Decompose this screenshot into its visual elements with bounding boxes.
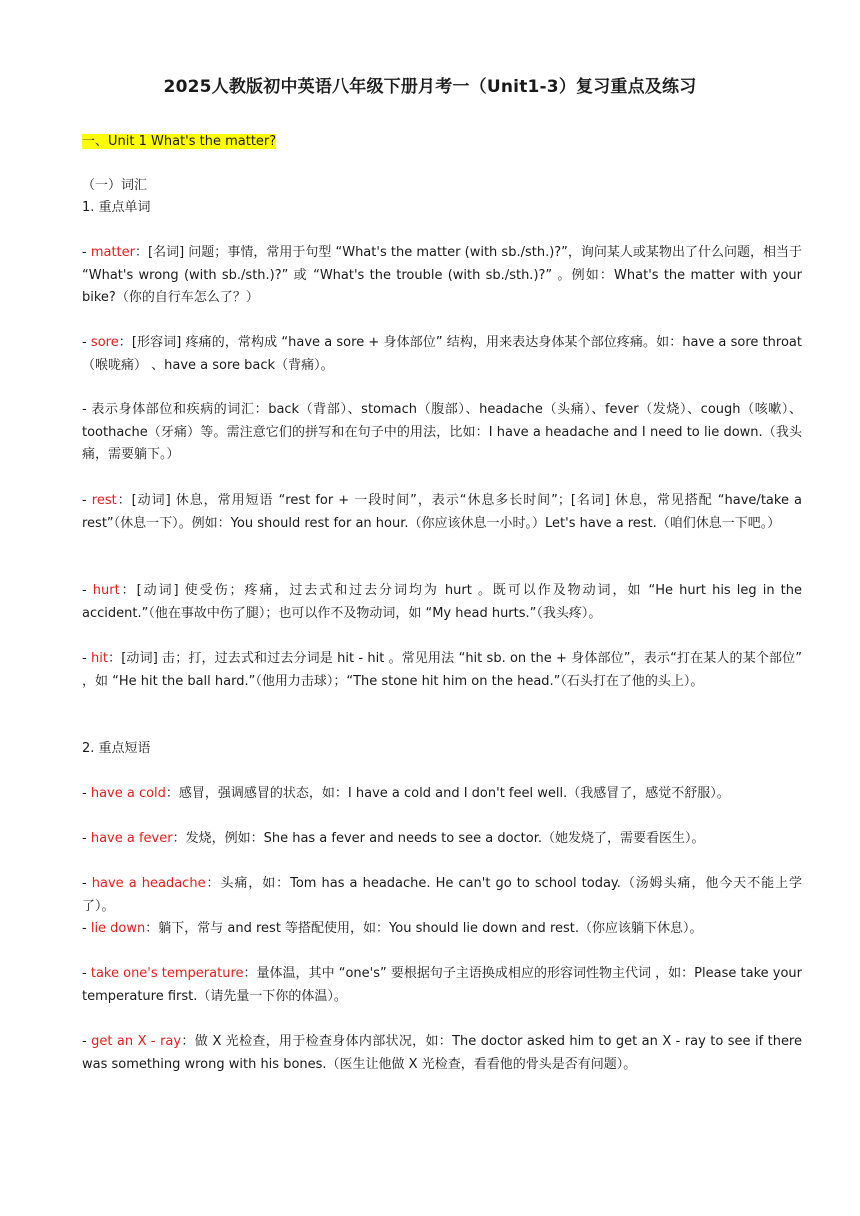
entry-text: ：[名词] 问题；事情，常用于句型 “What's the matter (with sb./sth.)?”，询问某人或某物出了什么问题，相当于 “What's wrong (with sb./sth.)?” 或 “What's the trouble (with sb./sth.)?” 。例如：What's the matter with your bike?（你的自行车怎么了？） [82, 245, 802, 305]
entry-prefix: - [82, 831, 91, 846]
entry-text: ：躺下，常与 and rest 等搭配使用，如：You should lie down and rest.（你应该躺下休息）。 [145, 921, 703, 936]
entry-text: ：[动词] 休息，常用短语 “rest for + 一段时间”，表示“休息多长时间”；[名词] 休息，常见搭配 “have/take a rest”（休息一下）。例如：You should rest for an hour.（你应该休息一小时。）Let's have a rest.（咱们休息一下吧。） [82, 493, 803, 531]
phrase-entry-get-x-ray [82, 1031, 802, 1076]
entry-prefix: - [82, 493, 92, 508]
entry-text: 表示身体部位和疾病的词汇：back（背部）、stomach（腹部）、headache（头痛）、fever（发烧）、cough（咳嗽）、toothache（牙痛）等。需注意它们的拼写和在句子中的用法，比如：I have a headache and I need to lie down.（我头痛，需要躺下。） [82, 402, 802, 462]
entry-text: ：[动词] 击；打，过去式和过去分词是 hit - hit 。常见用法 “hit sb. on the + 身体部位”，表示“打在某人的某个部位” ，如 “He hit the ball hard.”（他用力击球）；“The stone hit him on the head.”（石头打在了他的头上）。 [82, 651, 802, 689]
key-words-heading: 1. 重点单词 [82, 200, 151, 215]
entry-term: matter [90, 245, 135, 260]
word-entry-matter [82, 242, 802, 310]
entry-prefix: - [82, 651, 91, 666]
entry-text: ：[动词] 使受伤；疼痛，过去式和过去分词均为 hurt 。既可以作及物动词，如 “He hurt his leg in the accident.”（他在事故中伤了腿）；也可以作不及物动词，如 “My head hurts.”（我头疼）。 [82, 583, 802, 621]
entry-prefix: - [82, 876, 92, 891]
entry-prefix: - [82, 402, 92, 417]
entry-term: rest [91, 493, 117, 508]
section-heading [82, 131, 276, 153]
entry-text: ：量体温，其中 “one's” 要根据句子主语换成相应的形容词性物主代词 ，如：Please take your temperature first.（请先量一下你的体温）。 [82, 966, 803, 1004]
word-entry-hurt [82, 580, 802, 625]
phrase-entry-lie-down [82, 918, 802, 941]
entry-prefix: - [82, 921, 91, 936]
entry-term: have a cold [90, 786, 166, 801]
word-entry-rest [82, 490, 802, 535]
entry-text: ：感冒，强调感冒的状态，如：I have a cold and I don't feel well.（我感冒了，感觉不舒服）。 [165, 786, 730, 801]
word-entry-sore [82, 332, 802, 377]
entry-term: get an X - ray [91, 1034, 182, 1049]
word-entry-hit [82, 648, 802, 693]
entry-prefix: - [82, 1034, 92, 1049]
entry-term: hit [90, 651, 108, 666]
document-title: 2025人教版初中英语八年级下册月考一（Unit1-3）复习重点及练习 [163, 77, 697, 97]
entry-term: lie down [90, 921, 146, 936]
section-heading-highlight: 一、Unit 1 What's the matter? [82, 134, 277, 149]
entry-term: sore [90, 335, 119, 350]
entry-text: ：头痛，如：Tom has a headache. He can't go to school today.（汤姆头痛，他今天不能上学了）。 [82, 876, 803, 914]
phrase-entry-have-a-headache [82, 873, 802, 918]
entry-prefix: - [82, 786, 91, 801]
subsection-vocab-heading: （一）词汇 [82, 178, 148, 193]
phrase-entry-have-a-cold [82, 783, 802, 806]
phrase-entry-have-a-fever [82, 828, 802, 851]
entry-text: ：发烧，例如：She has a fever and needs to see a doctor.（她发烧了，需要看医生）。 [172, 831, 705, 846]
word-entry-body-parts [82, 399, 802, 467]
entry-prefix: - [82, 245, 91, 260]
entry-prefix: - [82, 583, 93, 598]
entry-term: hurt [92, 583, 120, 598]
entry-prefix: - [82, 966, 91, 981]
key-phrases-heading: 2. 重点短语 [82, 741, 151, 756]
entry-term: have a fever [90, 831, 173, 846]
phrase-entry-take-temperature [82, 963, 802, 1008]
entry-text: ：[形容词] 疼痛的，常构成 “have a sore + 身体部位” 结构，用来表达身体某个部位疼痛。如：have a sore throat（喉咙痛） 、have a sore back（背痛）。 [82, 335, 802, 373]
entry-prefix: - [82, 335, 91, 350]
entry-text: ：做 X 光检查，用于检查身体内部状况，如：The doctor asked him to get an X - ray to see if there was something wrong with his bones.（医生让他做 X 光检查，看看他的骨头是否有问题）。 [82, 1034, 802, 1072]
entry-term: take one's temperature [90, 966, 244, 981]
entry-term: have a headache [91, 876, 206, 891]
